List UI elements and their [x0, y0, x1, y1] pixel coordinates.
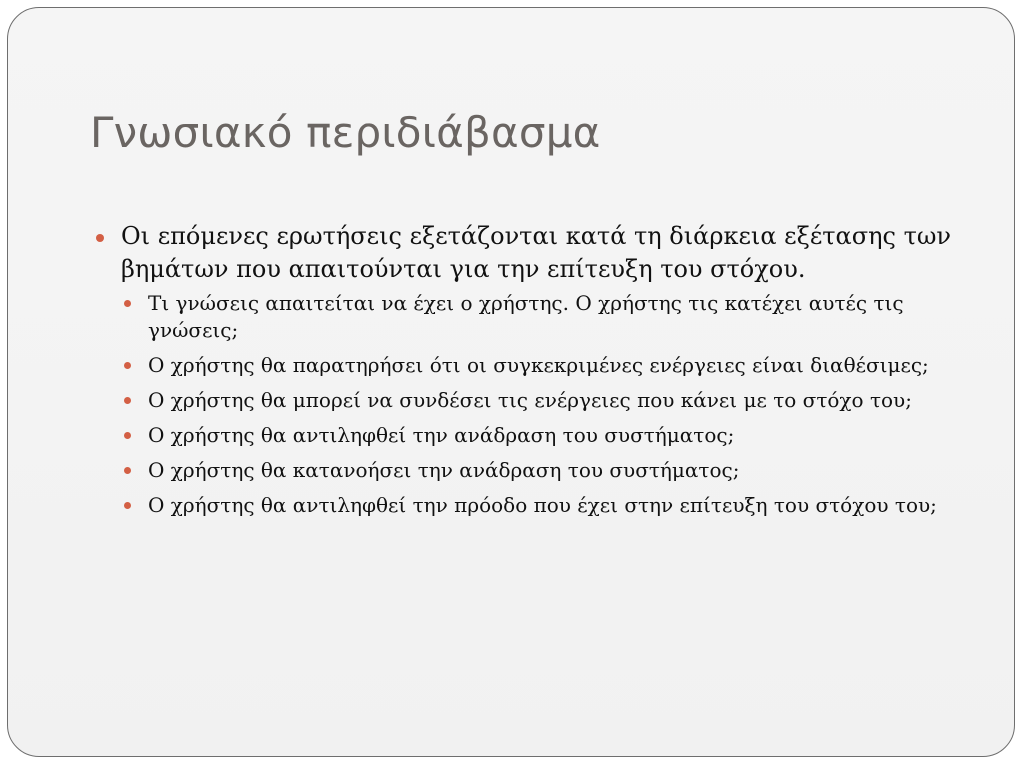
sub-bullet-item	[124, 457, 956, 484]
sub-bullet-item	[124, 387, 956, 414]
sub-bullet-text: Ο χρήστης θα αντιληφθεί την πρόοδο που έχει στην επίτευξη του στόχου του;	[148, 493, 937, 517]
sub-bullet-list	[124, 290, 956, 519]
bullet-icon	[96, 234, 104, 242]
slide-title: Γνωσιακό περιδιάβασμα	[90, 108, 601, 157]
sub-bullet-item	[124, 422, 956, 449]
sub-bullet-text: Ο χρήστης θα παρατηρήσει ότι οι συγκεκριμένες ενέργειες είναι διαθέσιμες;	[148, 353, 929, 377]
sub-bullet-text: Ο χρήστης θα αντιληφθεί την ανάδραση του συστήματος;	[148, 423, 735, 447]
bullet-icon	[124, 432, 131, 439]
sub-bullet-item	[124, 492, 956, 519]
bullet-icon	[124, 502, 131, 509]
sub-bullet-text: Τι γνώσεις απαιτείται να έχει ο χρήστης. Ο χρήστης τις κατέχει αυτές τις γνώσεις;	[148, 291, 904, 342]
sub-bullet-item	[124, 352, 956, 379]
sub-bullet-item	[124, 290, 956, 344]
sub-bullet-text: Ο χρήστης θα κατανοήσει την ανάδραση του συστήματος;	[148, 458, 740, 482]
sub-bullet-text: Ο χρήστης θα μπορεί να συνδέσει τις ενέργειες που κάνει με το στόχο του;	[148, 388, 912, 412]
bullet-icon	[124, 467, 131, 474]
main-bullet-item	[96, 220, 956, 286]
main-bullet-text: Οι επόμενες ερωτήσεις εξετάζονται κατά τη διάρκεια εξέτασης των βημάτων που απαιτούνται για την επίτευξη του στόχου.	[121, 222, 952, 283]
bullet-icon	[124, 397, 131, 404]
slide	[7, 7, 1015, 757]
bullet-icon	[124, 362, 131, 369]
slide-body	[96, 220, 956, 527]
bullet-icon	[124, 300, 131, 307]
